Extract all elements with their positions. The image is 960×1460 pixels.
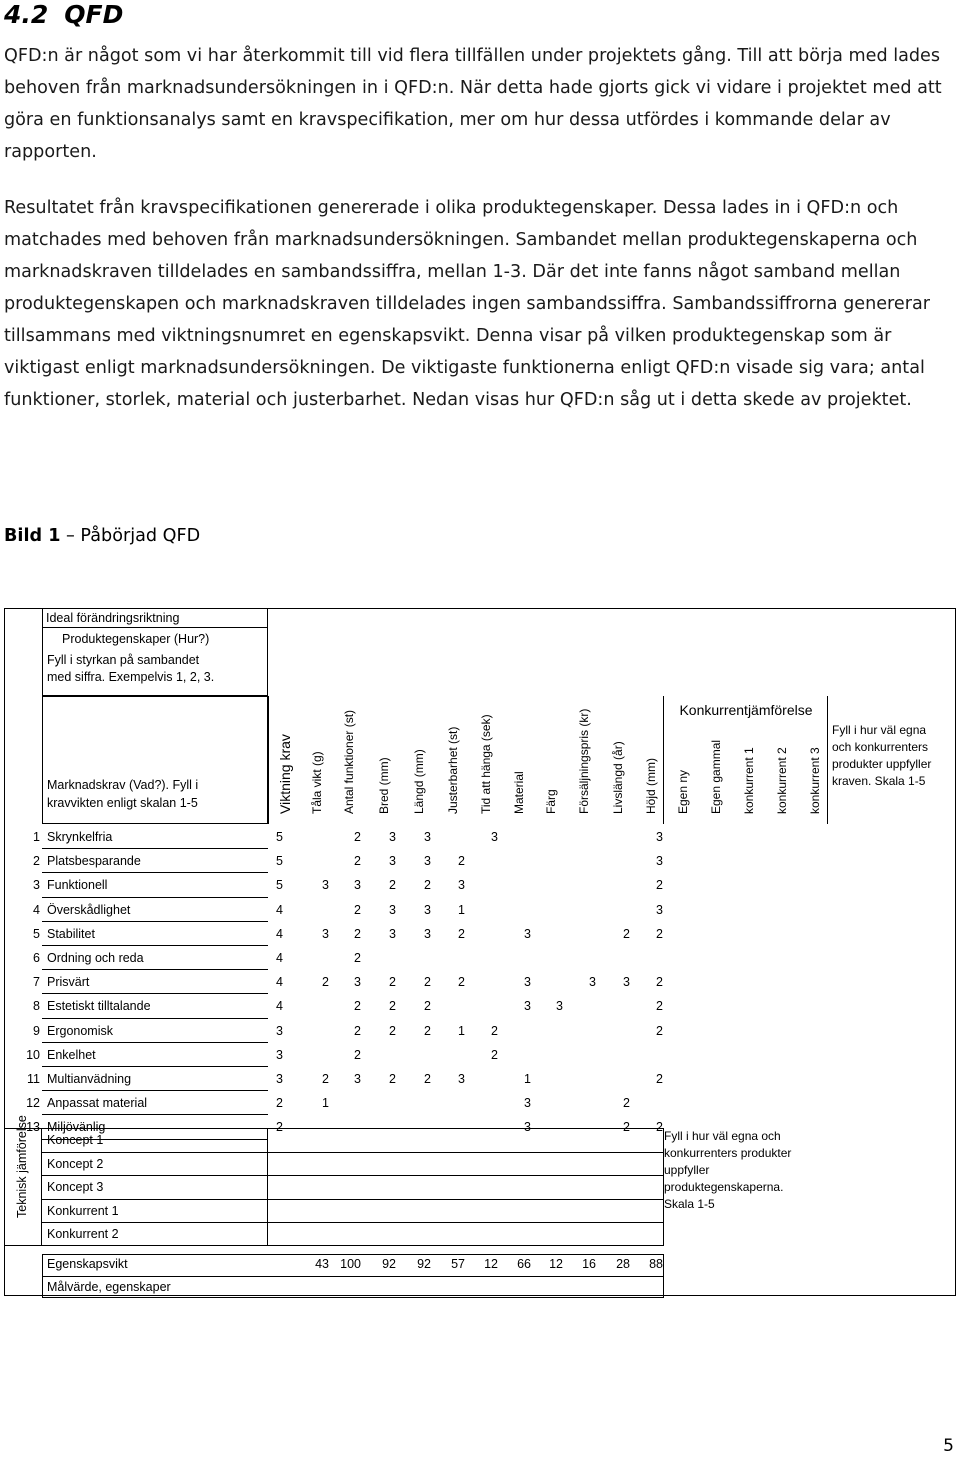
requirement-name: Estetiskt tilltalande	[47, 999, 151, 1014]
relationship-value: 2	[623, 926, 630, 941]
property-header: Längd (mm)	[412, 749, 426, 814]
requirement-number: 12	[26, 1096, 40, 1111]
competitor-note-line: Fyll i hur väl egna	[832, 723, 927, 737]
relationship-value: 2	[354, 951, 361, 965]
fill-strength-line1: Fyll i styrkan på sambandet	[47, 653, 200, 667]
relationship-value: 2	[656, 878, 663, 893]
requirement-weight: 5	[276, 830, 283, 844]
property-header: Livslängd (år)	[611, 741, 625, 814]
tech-values-box	[268, 1128, 664, 1246]
qfd-matrix	[0, 608, 960, 1298]
relationship-value: 2	[623, 1120, 630, 1135]
relationship-value: 2	[491, 1047, 498, 1062]
competitor-note-line: och konkurrenters	[832, 740, 929, 754]
relationship-value: 2	[656, 1072, 663, 1086]
market-req-line1: Marknadskrav (Vad?). Fyll i	[47, 778, 199, 792]
ideal-direction-label: Ideal förändringsriktning	[46, 611, 180, 625]
relationship-value: 2	[389, 975, 396, 990]
requirement-name: Funktionell	[47, 878, 108, 893]
requirement-weight: 4	[276, 926, 283, 941]
property-header: Färg	[544, 789, 558, 814]
property-header: Justerbarhet (st)	[446, 726, 460, 814]
requirement-number: 7	[33, 975, 40, 990]
requirement-row-line	[42, 1018, 268, 1019]
relationship-value: 2	[322, 1072, 329, 1086]
relationship-value: 2	[656, 1120, 663, 1135]
tech-rows-box	[42, 1128, 268, 1246]
property-header: Tåla vikt (g)	[310, 751, 324, 814]
relationship-value: 3	[424, 926, 431, 941]
property-weight-value: 92	[417, 1257, 431, 1271]
requirement-name: Miljövänlig	[47, 1120, 106, 1135]
relationship-value: 3	[424, 902, 431, 917]
requirement-weight: 2	[276, 1120, 283, 1135]
property-header: Tid att hänga (sek)	[479, 714, 493, 814]
requirement-row-line	[42, 945, 268, 946]
relationship-value: 3	[556, 999, 563, 1014]
figure-label: Bild 1	[4, 526, 61, 546]
section-heading	[4, 0, 123, 29]
relationship-value: 3	[424, 830, 431, 844]
relationship-value: 2	[656, 926, 663, 941]
section-title: QFD	[64, 0, 124, 29]
property-header-area	[268, 696, 664, 824]
relationship-value: 3	[322, 878, 329, 893]
relationship-value: 2	[424, 878, 431, 893]
property-weight-value: 100	[340, 1257, 361, 1271]
relationship-value: 3	[354, 975, 361, 990]
relationship-value: 2	[458, 926, 465, 941]
requirement-weight: 5	[276, 854, 283, 869]
requirement-weight: 4	[276, 999, 283, 1014]
result-paragraph: Resultatet från kravspecifikationen genererade i olika produktegenskaper. Dessa lades in i QFD:n och matchades med behoven från marknadsundersökningen. Sambandet mellan produktegenskaperna och marknadskraven tilldelades en sambandssiffra, mellan 1-3. Där det inte fanns något samband mellan produktegenskapen och marknadskraven tilldelades ingen sambandssiffra. Sambandssiffrorna genererar tillsammans med viktningsnumret en egenskapsvikt. Denna visar på vilken produktegenskap som är viktigast enligt marknadsundersökningen. De viktigaste funktionerna enligt QFD:n visade sig vara; antal funktioner, storlek, material och justerbarhet. Nedan visas hur QFD:n såg ut i detta skede av projektet.	[4, 198, 930, 410]
property-weight-value: 66	[517, 1257, 531, 1271]
requirement-number: 9	[33, 1023, 40, 1038]
requirement-row-line	[42, 1090, 268, 1091]
requirement-number: 1	[33, 830, 40, 844]
relationship-value: 2	[458, 975, 465, 990]
relationship-value: 2	[354, 1047, 361, 1062]
relationship-value: 3	[354, 878, 361, 893]
relationship-value: 2	[389, 1023, 396, 1038]
ideal-divider	[42, 627, 268, 628]
tech-row-label: Koncept 1	[47, 1133, 104, 1147]
property-weight-value: 92	[382, 1257, 396, 1271]
relationship-value: 2	[354, 830, 361, 844]
tech-row-label: Koncept 2	[47, 1156, 104, 1171]
property-weight-divider	[42, 1276, 664, 1277]
relationship-value: 2	[354, 999, 361, 1014]
relationship-value: 2	[354, 902, 361, 917]
requirement-number: 5	[33, 926, 40, 941]
requirement-number: 6	[33, 951, 40, 965]
requirement-name: Ergonomisk	[47, 1023, 113, 1038]
requirement-name: Skrynkelfria	[47, 830, 113, 844]
relationship-value: 1	[322, 1096, 329, 1111]
requirement-name: Ordning och reda	[47, 951, 144, 965]
requirement-weight: 4	[276, 951, 283, 965]
requirement-row-line	[42, 921, 268, 922]
relationship-value: 2	[424, 999, 431, 1014]
relationship-value: 3	[524, 975, 531, 990]
relationship-value: 2	[656, 1023, 663, 1038]
relationship-value: 3	[389, 854, 396, 869]
target-value-label: Målvärde, egenskaper	[47, 1280, 171, 1294]
property-weight-value: 88	[649, 1257, 663, 1271]
competitor-header: Egen ny	[676, 769, 690, 814]
requirement-number: 3	[33, 878, 40, 893]
relationship-value: 2	[424, 1023, 431, 1038]
relationship-value: 2	[458, 854, 465, 869]
relationship-value: 2	[322, 975, 329, 990]
relationship-value: 2	[354, 926, 361, 941]
relationship-value: 3	[354, 1072, 361, 1086]
tech-note-line: Fyll i hur väl egna och	[664, 1129, 781, 1143]
property-header: Bred (mm)	[377, 757, 391, 814]
relationship-value: 1	[458, 1023, 465, 1038]
property-header: Antal funktioner (st)	[342, 709, 356, 814]
property-weight-value: 12	[484, 1257, 498, 1271]
requirement-weight: 3	[276, 1072, 283, 1086]
property-weight-value: 12	[549, 1257, 563, 1271]
relationship-value: 2	[389, 1072, 396, 1086]
requirement-row-line	[42, 993, 268, 994]
figure-title: Påbörjad QFD	[80, 526, 201, 546]
requirement-name: Multianvädning	[47, 1072, 132, 1086]
requirement-weight: 4	[276, 975, 283, 990]
competitor-header: konkurrent 2	[775, 747, 789, 814]
requirement-number: 2	[33, 854, 40, 869]
requirement-weight: 2	[276, 1096, 283, 1111]
relationship-value: 2	[656, 975, 663, 990]
requirement-weight: 3	[276, 1023, 283, 1038]
competitor-header: Egen gammal	[709, 739, 723, 814]
relationship-value: 3	[656, 854, 663, 869]
requirement-name: Enkelhet	[47, 1047, 96, 1062]
relationship-value: 3	[524, 1096, 531, 1111]
relationship-value: 3	[524, 999, 531, 1014]
relationship-value: 3	[524, 1120, 531, 1135]
properties-label: Produktegenskaper (Hur?)	[62, 632, 210, 646]
property-weight-value: 43	[315, 1257, 329, 1271]
tech-note-line: konkurrenters produkter	[664, 1146, 792, 1160]
tech-row-label: Koncept 3	[47, 1180, 104, 1195]
relationship-value: 3	[524, 926, 531, 941]
relationship-value: 3	[656, 830, 663, 844]
property-weight-value: 28	[616, 1257, 630, 1271]
requirement-row-line	[42, 848, 268, 849]
section-number: 4.2	[4, 0, 49, 29]
requirement-number: 8	[33, 999, 40, 1014]
relationship-value: 2	[389, 999, 396, 1014]
requirement-name: Prisvärt	[47, 975, 90, 990]
tech-row-label: Konkurrent 2	[47, 1227, 119, 1242]
requirement-row-line	[42, 897, 268, 898]
relationship-value: 3	[623, 975, 630, 990]
tech-note	[664, 1128, 791, 1213]
relationship-value: 3	[389, 902, 396, 917]
tech-comparison-label: Teknisk jämförelse	[15, 1115, 29, 1218]
competitor-header: konkurrent 3	[808, 747, 822, 814]
requirement-name: Stabilitet	[47, 926, 95, 941]
requirement-number: 4	[33, 902, 40, 917]
figure-caption	[4, 526, 200, 546]
requirement-name: Anpassat material	[47, 1096, 148, 1111]
relationship-value: 2	[389, 878, 396, 893]
requirement-name: Platsbesparande	[47, 854, 141, 869]
relationship-value: 3	[589, 975, 596, 990]
fill-strength-line2: med siffra. Exempelvis 1, 2, 3.	[47, 670, 215, 684]
figure-dash: –	[66, 526, 75, 546]
relationship-value: 3	[389, 926, 396, 941]
competitor-note-line: produkter uppfyller	[832, 757, 932, 771]
requirement-row-line	[42, 969, 268, 970]
relationship-value: 2	[354, 1023, 361, 1038]
property-header: Höjd (mm)	[644, 758, 658, 814]
relationship-value: 2	[354, 854, 361, 869]
relationship-value: 3	[656, 902, 663, 917]
relationship-value: 2	[491, 1023, 498, 1038]
property-header: Försäljningspris (kr)	[577, 708, 591, 814]
relationship-value: 3	[424, 854, 431, 869]
competitor-title: Konkurrentjämförelse	[679, 702, 813, 718]
requirement-weight: 4	[276, 902, 283, 917]
requirement-row-line	[42, 872, 268, 873]
relationship-value: 2	[424, 1072, 431, 1086]
requirement-row-line	[42, 1066, 268, 1067]
tech-note-line: Skala 1-5	[664, 1197, 715, 1211]
property-weight-value: 57	[451, 1257, 465, 1271]
property-weight-label: Egenskapsvikt	[47, 1257, 128, 1271]
property-header: Material	[512, 771, 526, 814]
relationship-value: 3	[389, 830, 396, 844]
relationship-value: 3	[458, 1072, 465, 1086]
requirement-number: 13	[26, 1120, 40, 1135]
weight-header: Viktning krav	[277, 734, 293, 814]
market-req-line2: kravvikten enligt skalan 1-5	[47, 796, 198, 810]
competitor-header: konkurrent 1	[742, 747, 756, 814]
property-weight-value: 16	[582, 1257, 596, 1271]
relationship-value: 3	[322, 926, 329, 941]
relationship-value: 2	[424, 975, 431, 990]
intro-paragraph: QFD:n är något som vi har återkommit till vid flera tillfällen under projektets gång. Till att börja med lades behoven från marknadsundersökningen in i QFD:n. När detta hade gjorts gick vi vidare i projektet med att göra en funktionsanalys samt en kravspecifikation, mer om hur dessa utfördes i kommande delar av rapporten.	[4, 46, 942, 162]
tech-note-line: uppfyller	[664, 1163, 710, 1177]
requirement-row-line	[42, 1042, 268, 1043]
competitor-note-line: kraven. Skala 1-5	[832, 774, 926, 788]
tech-row-label: Konkurrent 1	[47, 1203, 119, 1218]
relationship-value: 1	[458, 902, 465, 917]
requirement-weight: 5	[276, 878, 283, 893]
relationship-value: 2	[656, 999, 663, 1014]
tech-note-line: produktegenskaperna.	[664, 1180, 784, 1194]
relationship-value: 3	[458, 878, 465, 893]
competitor-note	[832, 722, 931, 790]
relationship-value: 3	[491, 830, 498, 844]
requirement-name: Överskådlighet	[47, 902, 131, 917]
requirement-row-line	[42, 1114, 268, 1115]
requirement-number: 10	[26, 1047, 40, 1062]
relationship-value: 2	[623, 1096, 630, 1111]
relationship-value: 1	[524, 1072, 531, 1086]
requirement-weight: 3	[276, 1047, 283, 1062]
page-number: 5	[943, 1436, 954, 1456]
requirement-number: 11	[27, 1072, 40, 1086]
